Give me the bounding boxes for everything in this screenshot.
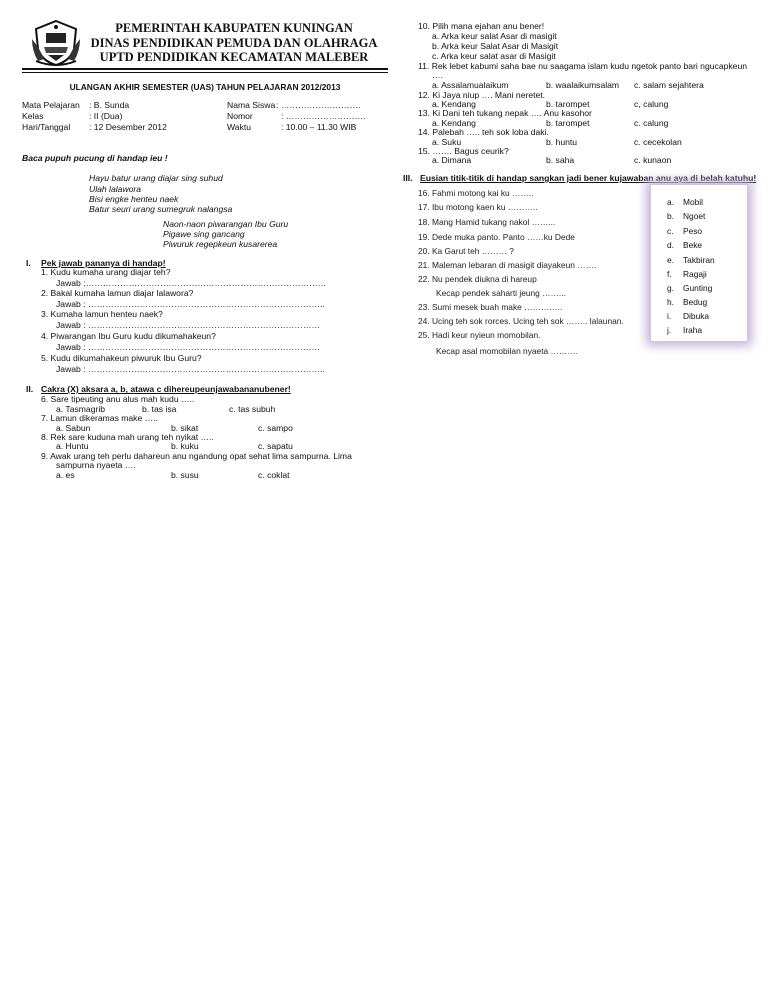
kelas-label: Kelas bbox=[22, 111, 44, 121]
question-21: 21. Maleman lebaran di masigit diayakeun ……. bbox=[418, 260, 597, 270]
option-11a[interactable]: a. Assalamualaikum bbox=[432, 80, 509, 90]
question-13: 13. Ki Dani teh tukang nepak …. Anu kasohor bbox=[418, 108, 592, 118]
question-10: 10. Pilih mana ejahan anu bener! bbox=[418, 21, 545, 31]
waktu-label: Waktu bbox=[227, 122, 252, 132]
question-25: 25. Hadi keur nyieun momobilan. bbox=[418, 330, 541, 340]
question-22: 22. Nu pendek diukna di hareup bbox=[418, 274, 537, 284]
kuningan-logo bbox=[30, 19, 82, 67]
poem-line: Naon-naon piwarangan Ibu Guru bbox=[163, 219, 289, 229]
question-15: 15. ……. Bagus ceurik? bbox=[418, 146, 509, 156]
question-17: 17. Ibu motong kaen ku ……….. bbox=[418, 202, 538, 212]
question-14: 14. Palebah ….. teh sok loba daki. bbox=[418, 127, 549, 137]
option-12b[interactable]: b. tarompet bbox=[546, 99, 590, 109]
option-13a[interactable]: a. Kendang bbox=[432, 118, 476, 128]
poem-line: Bisi engke henteu naek bbox=[89, 194, 179, 204]
answer-key-item bbox=[667, 297, 707, 307]
question-22-cont: Kecap pendek saharti jeung ……... bbox=[436, 288, 566, 298]
key-letter: e. bbox=[667, 255, 674, 265]
nomor-value[interactable]: : ………………………. bbox=[281, 111, 366, 121]
key-letter: g. bbox=[667, 283, 674, 293]
question-3: 3. Kumaha lamun henteu naek? bbox=[41, 309, 163, 319]
header-line-1: PEMERINTAH KABUPATEN KUNINGAN bbox=[115, 21, 353, 35]
answer-key-item bbox=[667, 211, 705, 221]
section-2-numeral: II. bbox=[26, 384, 34, 394]
option-12c[interactable]: c, calung bbox=[634, 99, 669, 109]
poem-line: Batur seuri urang sumegruk nalangsa bbox=[89, 204, 233, 214]
question-7: 7. Lamun dikeramas make ….. bbox=[41, 413, 159, 423]
section-3-numeral: III. bbox=[403, 173, 413, 183]
answer-2[interactable]: Jawab : ……………………………………………………………………….. bbox=[56, 299, 325, 309]
answer-key-item bbox=[667, 240, 702, 250]
option-8a[interactable]: a. Huntu bbox=[56, 441, 89, 451]
key-text: Gunting bbox=[683, 283, 713, 293]
key-text: Bedug bbox=[683, 297, 708, 307]
key-text: Peso bbox=[683, 226, 703, 236]
question-11-cont: …. bbox=[432, 70, 443, 80]
question-6: 6. Sare tipeuting anu alus mah kudu ….. bbox=[41, 394, 195, 404]
header-divider bbox=[22, 68, 388, 70]
option-11b[interactable]: b. waalaikumsalam bbox=[546, 80, 620, 90]
key-letter: j. bbox=[667, 325, 672, 335]
kelas-value: : II (Dua) bbox=[89, 111, 123, 121]
nama-label: Nama Siswa bbox=[227, 100, 276, 110]
option-9c[interactable]: c. coklat bbox=[258, 470, 290, 480]
option-8b[interactable]: b. kuku bbox=[171, 441, 199, 451]
mapel-label: Mata Pelajaran bbox=[22, 100, 80, 110]
option-14b[interactable]: b. huntu bbox=[546, 137, 578, 147]
answer-key-item bbox=[667, 311, 709, 321]
section-1-title: Pek jawab pananya di handap! bbox=[41, 258, 166, 268]
option-11c[interactable]: c. salam sejahtera bbox=[634, 80, 704, 90]
answer-key-item bbox=[667, 226, 702, 236]
key-letter: f. bbox=[667, 269, 672, 279]
answer-1[interactable]: Jawab :………………………………………………………………………… bbox=[56, 278, 327, 288]
section-1-numeral: I. bbox=[26, 258, 31, 268]
option-10a[interactable]: a. Arka keur salat Asar di masigit bbox=[432, 31, 557, 41]
hari-value: : 12 Desember 2012 bbox=[89, 122, 167, 132]
poem-line: Piwuruk regepkeun kusarerea bbox=[163, 239, 278, 249]
option-9a[interactable]: a. es bbox=[56, 470, 75, 480]
answer-key-item bbox=[667, 197, 703, 207]
answer-key-box bbox=[650, 184, 748, 342]
key-letter: d. bbox=[667, 240, 674, 250]
answer-key-item bbox=[667, 325, 702, 335]
key-text: Ragaji bbox=[683, 269, 707, 279]
key-letter: i. bbox=[667, 311, 672, 321]
option-14a[interactable]: a. Suku bbox=[432, 137, 462, 147]
mapel-value: : B. Sunda bbox=[89, 100, 130, 110]
question-24: 24. Ucing teh sok rorces. Ucing teh sok …….. lalaunan. bbox=[418, 316, 624, 326]
question-16: 16. Fahmi motong kai ku …….. bbox=[418, 188, 534, 198]
question-25-cont: Kecap asal momobilan nyaeta ………. bbox=[436, 346, 578, 356]
exam-title: ULANGAN AKHIR SEMESTER (UAS) TAHUN PELAJARAN 2012/2013 bbox=[69, 82, 341, 92]
key-letter: h. bbox=[667, 297, 674, 307]
answer-key-item bbox=[667, 255, 715, 265]
answer-key-item bbox=[667, 283, 712, 293]
answer-key-item bbox=[667, 269, 707, 279]
header-line-2: DINAS PENDIDIKAN PEMUDA DAN OLAHRAGA bbox=[90, 36, 378, 50]
poem-instruction: Baca pupuh pucung di handap ieu ! bbox=[22, 153, 168, 163]
answer-3[interactable]: Jawab : ……………………………………………………………………… bbox=[56, 320, 321, 330]
option-15a[interactable]: a. Dimana bbox=[432, 155, 472, 165]
question-5: 5. Kudu dikumahakeun piwuruk Ibu Guru? bbox=[41, 353, 202, 363]
question-11: 11. Rek lebet kabumi saha bae nu saagama islam kudu ngetok panto bari ngucapkeun bbox=[418, 61, 748, 71]
option-15c[interactable]: c. kunaon bbox=[634, 155, 672, 165]
key-letter: c. bbox=[667, 226, 674, 236]
question-2: 2. Bakal kumaha lamun diajar lalawora? bbox=[41, 288, 194, 298]
answer-4[interactable]: Jawab : ……………………………………………………………………… bbox=[56, 342, 321, 352]
section-2-title: Cakra (X) aksara a, b, atawa c dihereupeunjawabananubener! bbox=[41, 384, 291, 394]
question-8: 8. Rek sare kuduna mah urang teh nyikat ….. bbox=[41, 432, 214, 442]
key-text: Beke bbox=[683, 240, 703, 250]
option-13b[interactable]: b. tarompet bbox=[546, 118, 590, 128]
option-6b[interactable]: b. tas isa bbox=[142, 404, 177, 414]
key-text: Iraha bbox=[683, 325, 703, 335]
question-12: 12. Ki Jaya niup …. Mani neretet. bbox=[418, 90, 546, 100]
header-line-3: UPTD PENDIDIKAN KECAMATAN MALEBER bbox=[99, 50, 369, 64]
poem-line: Pigawe sing gancang bbox=[163, 229, 245, 239]
question-9-cont: sampurna nyaeta …. bbox=[56, 460, 136, 470]
key-text: Ngoet bbox=[683, 211, 706, 221]
key-letter: b. bbox=[667, 211, 674, 221]
option-6c[interactable]: c. tas subuh bbox=[229, 404, 276, 414]
key-text: Dibuka bbox=[683, 311, 710, 321]
nomor-label: Nomor bbox=[227, 111, 253, 121]
question-1: 1. Kudu kumaha urang diajar teh? bbox=[41, 267, 171, 277]
option-15b[interactable]: b. saha bbox=[546, 155, 575, 165]
key-letter: a. bbox=[667, 197, 674, 207]
section-3-title: Eusian titik-titik di handap sangkan jadi bener kujawaban anu aya di belah katuhu! bbox=[420, 173, 757, 183]
hari-label: Hari/Tanggal bbox=[22, 122, 71, 132]
option-9b[interactable]: b. susu bbox=[171, 470, 199, 480]
option-7a[interactable]: a. Sabun bbox=[56, 423, 91, 433]
option-8c[interactable]: c. sapatu bbox=[258, 441, 293, 451]
option-10b[interactable]: b. Arka keur Salat Asar di Masigit bbox=[432, 41, 559, 51]
nama-value[interactable]: : ………………………. bbox=[276, 100, 361, 110]
key-text: Mobil bbox=[683, 197, 704, 207]
poem-line: Ulah lalawora bbox=[89, 184, 142, 194]
question-9: 9. Awak urang teh perlu dahareun anu ngandung opat sehat lima sampurna. Lima bbox=[41, 451, 352, 461]
answer-5[interactable]: Jawab : ……………………………………………………………………….. bbox=[56, 364, 325, 374]
question-20: 20. Ka Garut teh ……… ? bbox=[418, 246, 514, 256]
waktu-value: : 10.00 – 11.30 WIB bbox=[281, 122, 357, 132]
question-18: 18. Mang Hamid tukang nakol ……... bbox=[418, 217, 556, 227]
key-text: Takbiran bbox=[683, 255, 715, 265]
option-14c[interactable]: c. cecekolan bbox=[634, 137, 682, 147]
option-7b[interactable]: b. sikat bbox=[171, 423, 199, 433]
option-12a[interactable]: a. Kendang bbox=[432, 99, 476, 109]
question-23: 23. Sumi mesek buah make ………….. bbox=[418, 302, 563, 312]
option-6a[interactable]: a. Tasmagrib bbox=[56, 404, 106, 414]
option-13c[interactable]: c. calung bbox=[634, 118, 669, 128]
poem-line: Hayu batur urang diajar sing suhud bbox=[89, 173, 223, 183]
question-19: 19. Dede muka panto. Panto ……ku Dede bbox=[418, 232, 575, 242]
option-7c[interactable]: c. sampo bbox=[258, 423, 293, 433]
option-10c[interactable]: c. Arka keur salat asar di Masigit bbox=[432, 51, 556, 61]
header-divider-thin bbox=[22, 72, 388, 73]
question-4: 4. Piwarangan Ibu Guru kudu dikumahakeun? bbox=[41, 331, 216, 341]
